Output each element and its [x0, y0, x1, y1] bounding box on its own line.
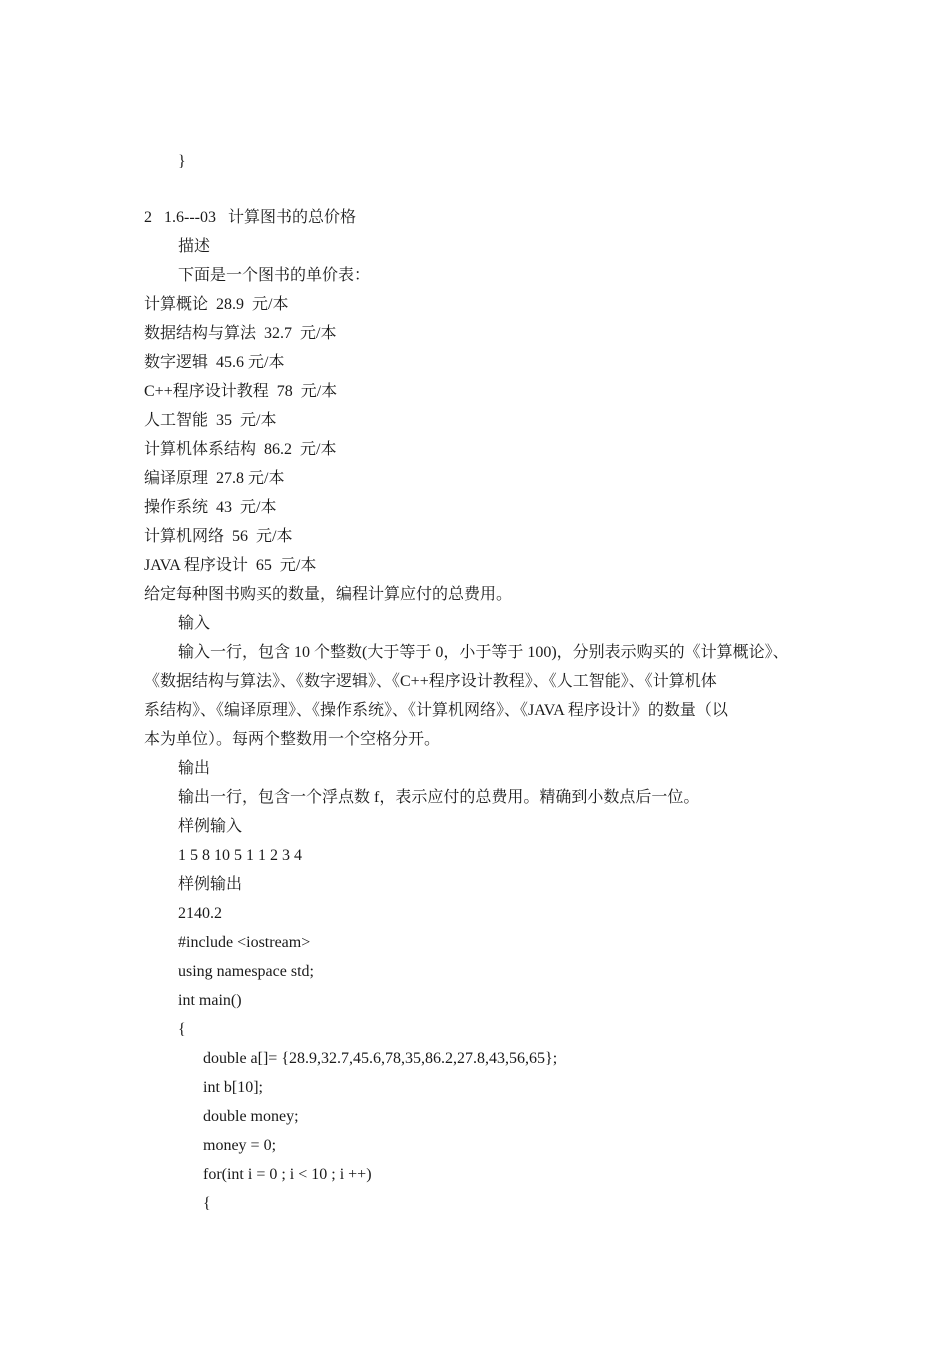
code-body-line: double money;	[203, 1108, 299, 1125]
task-sentence: 给定每种图书购买的数量，编程计算应付的总费用。	[144, 586, 513, 603]
book-price-line: JAVA 程序设计 65 元/本	[144, 557, 317, 574]
description-label: 描述	[178, 238, 211, 255]
sample-output: 2140.2	[178, 905, 222, 922]
input-label: 输入	[178, 615, 211, 632]
book-price-line: C++程序设计教程 78 元/本	[144, 383, 338, 400]
problem-heading: 2 1.6---03 计算图书的总价格	[144, 209, 356, 226]
input-description-line: 输入一行，包含 10 个整数(大于等于 0，小于等于 100)，分别表示购买的《计算概论》、	[178, 644, 789, 661]
book-price-line: 操作系统 43 元/本	[144, 499, 277, 516]
code-include-line: #include <iostream>	[178, 934, 311, 951]
code-using-line: using namespace std;	[178, 963, 314, 980]
code-body-line: {	[203, 1195, 211, 1212]
code-body-line: money = 0;	[203, 1137, 277, 1154]
output-description: 输出一行，包含一个浮点数 f，表示应付的总费用。精确到小数点后一位。	[178, 789, 700, 806]
book-price-line: 数字逻辑 45.6 元/本	[144, 354, 285, 371]
description-intro: 下面是一个图书的单价表：	[178, 267, 371, 284]
code-body-line: double a[]= {28.9,32.7,45.6,78,35,86.2,27.8,43,56,65};	[203, 1050, 558, 1067]
book-price-line: 计算机体系结构 86.2 元/本	[144, 441, 337, 458]
book-price-line: 计算概论 28.9 元/本	[144, 296, 289, 313]
code-main-signature: int main()	[178, 992, 242, 1009]
code-open-brace: {	[178, 1021, 186, 1038]
book-price-line: 人工智能 35 元/本	[144, 412, 277, 429]
book-price-line: 数据结构与算法 32.7 元/本	[144, 325, 337, 342]
prev-code-closing-brace: }	[178, 153, 186, 170]
sample-input: 1 5 8 10 5 1 1 2 3 4	[178, 847, 302, 864]
input-description-line: 系结构》、《编译原理》、《操作系统》、《计算机网络》、《JAVA 程序设计》的数量（以	[144, 702, 728, 719]
code-body-line: for(int i = 0 ; i < 10 ; i ++)	[203, 1166, 372, 1183]
book-price-line: 编译原理 27.8 元/本	[144, 470, 285, 487]
code-body-line: int b[10];	[203, 1079, 263, 1096]
sample-input-label: 样例输入	[178, 818, 243, 835]
input-description-line: 《数据结构与算法》、《数字逻辑》、《C++程序设计教程》、《人工智能》、《计算机体	[144, 673, 717, 690]
book-price-line: 计算机网络 56 元/本	[144, 528, 293, 545]
input-description-line: 本为单位）。每两个整数用一个空格分开。	[144, 731, 441, 748]
sample-output-label: 样例输出	[178, 876, 243, 893]
output-label: 输出	[178, 760, 211, 777]
